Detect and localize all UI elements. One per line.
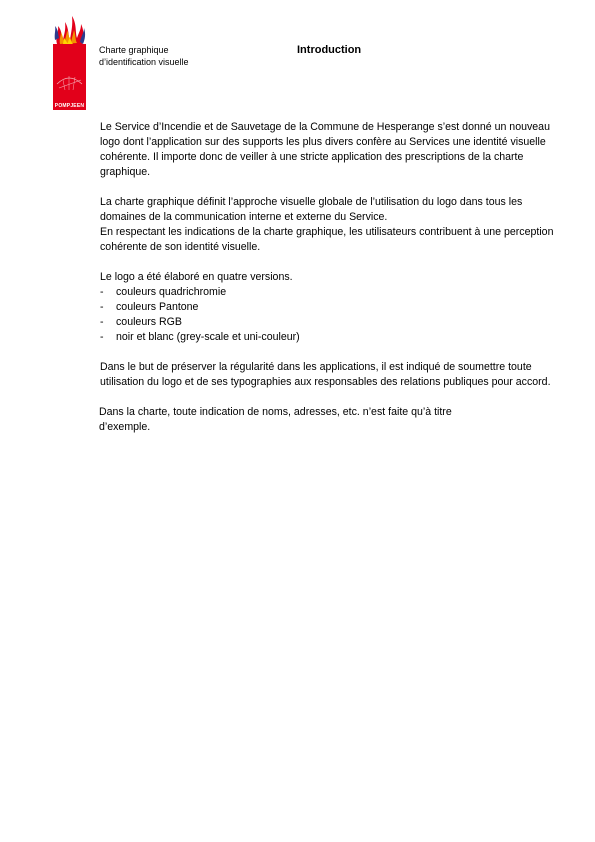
- list-item: - couleurs Pantone: [100, 301, 199, 313]
- pompjeen-logo: [53, 14, 86, 110]
- list-item: - couleurs quadrichromie: [100, 286, 227, 298]
- subtitle-line-1: Charte graphique: [99, 45, 169, 55]
- versions-intro: Le logo a été élaboré en quatre versions.: [100, 271, 293, 283]
- versions-list: [100, 285, 570, 345]
- paragraph-charter-definition: La charte graphique définit l’approche visuelle globale de l’utilisation du logo dans tous les domaines de la communication interne et externe du Service.: [100, 196, 523, 223]
- subtitle-line-2: d’identification visuelle: [99, 57, 189, 67]
- list-item: - couleurs RGB: [100, 316, 182, 328]
- paragraph-example-note: Dans la charte, toute indication de noms, adresses, etc. n’est faite qu’à titre d’exemple.: [99, 406, 452, 433]
- paragraph-intro: Le Service d’Incendie et de Sauvetage de la Commune de Hesperange s’est donné un nouveau logo dont l’application sur des supports les plus divers confère au Services une identité visuelle cohérente. Il importe donc de veiller à une stricte application des prescriptions de la charte graphique.: [100, 121, 550, 178]
- paragraph-charter-respect: En respectant les indications de la charte graphique, les utilisateurs contribuent à une perception cohérente de son identité visuelle.: [100, 226, 554, 253]
- page-title: Introduction: [297, 44, 362, 56]
- header-subtitle: [99, 44, 189, 68]
- list-item: - noir et blanc (grey-scale et uni-couleur): [100, 331, 300, 343]
- main-content: [100, 120, 570, 450]
- logo-wordmark: POMPJEEN: [54, 103, 85, 109]
- paragraph-regularity: Dans le but de préserver la régularité dans les applications, il est indiqué de soumettre toute utilisation du logo et de ses typographies aux responsables des relations publiques pour accord.: [100, 361, 551, 388]
